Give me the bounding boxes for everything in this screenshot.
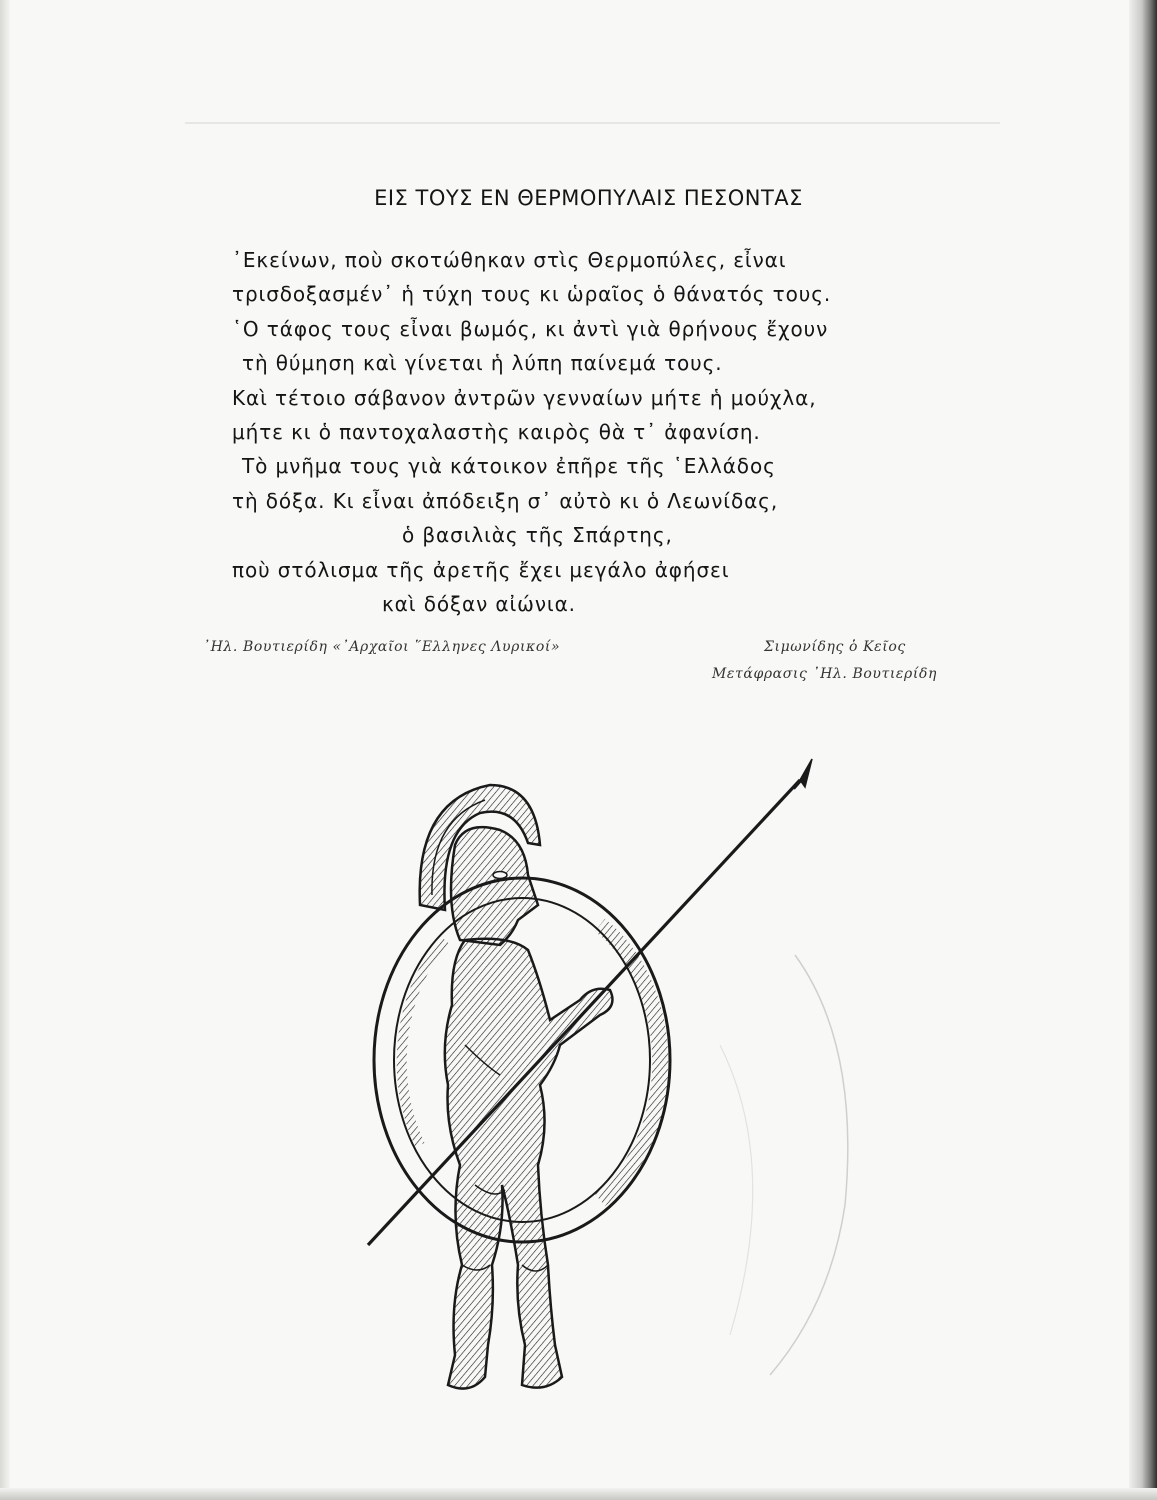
page-edge-bottom [0, 1488, 1157, 1500]
translation-credit: Μετάφρασις ᾿Ηλ. Βουτιερίδη [712, 666, 937, 682]
poem-line: τὴ θύμηση καὶ γίνεται ἡ λύπη παίνεμά τους. [242, 351, 723, 376]
hoplite-warrior-illustration [300, 745, 860, 1445]
poem-body [232, 243, 972, 621]
poem-line: τὴ δόξα. Κι εἶναι ἀπόδειξη σ᾿ αὐτὸ κι ὁ Λεωνίδας, [232, 488, 779, 513]
poem-line: Τὸ μνῆμα τους γιὰ κάτοικον ἐπῆρε τῆς ῾Ελλάδος [242, 454, 776, 479]
source-credit: ᾿Ηλ. Βουτιερίδη «᾿Αρχαῖοι ῞Ελληνες Λυρικοί» [203, 639, 561, 655]
warrior-body [445, 939, 613, 1389]
page-edge-right [1129, 0, 1157, 1500]
poem-line: Καὶ τέτοιο σάβανον ἀντρῶν γενναίων μήτε ἡ μούχλα, [232, 385, 817, 410]
bleed-through-header [185, 104, 1000, 124]
poem-line: ποὺ στόλισμα τῆς ἀρετῆς ἔχει μεγάλο ἀφήσει [232, 557, 730, 582]
poem-line: ὁ βασιλιὰς τῆς Σπάρτης, [402, 523, 673, 548]
author-credit: Σιμωνίδης ὁ Κεῖος [764, 639, 906, 655]
poem-line: τρισδοξασμέν᾿ ἡ τύχη τους κι ὡραῖος ὁ θάνατός τους. [232, 282, 832, 307]
poem-line: μήτε κι ὁ παντοχαλαστὴς καιρὸς θὰ τ᾿ ἀφανίση. [232, 419, 761, 444]
poem-line: ᾿Εκείνων, ποὺ σκοτώθηκαν στὶς Θερμοπύλες, εἶναι [232, 248, 787, 272]
poem-line: καὶ δόξαν αἰώνια. [382, 591, 576, 616]
page-edge-left [0, 0, 10, 1500]
poem-title: ΕΙΣ ΤΟΥΣ ΕΝ ΘΕΡΜΟΠΥΛΑΙΣ ΠΕΣΟΝΤΑΣ [374, 186, 803, 210]
poem-line: ῾Ο τάφος τους εἶναι βωμός, κι ἀντὶ γιὰ θρήνους ἔχουν [232, 316, 829, 341]
bleed-through-arc [770, 955, 848, 1375]
helmet [451, 827, 538, 945]
